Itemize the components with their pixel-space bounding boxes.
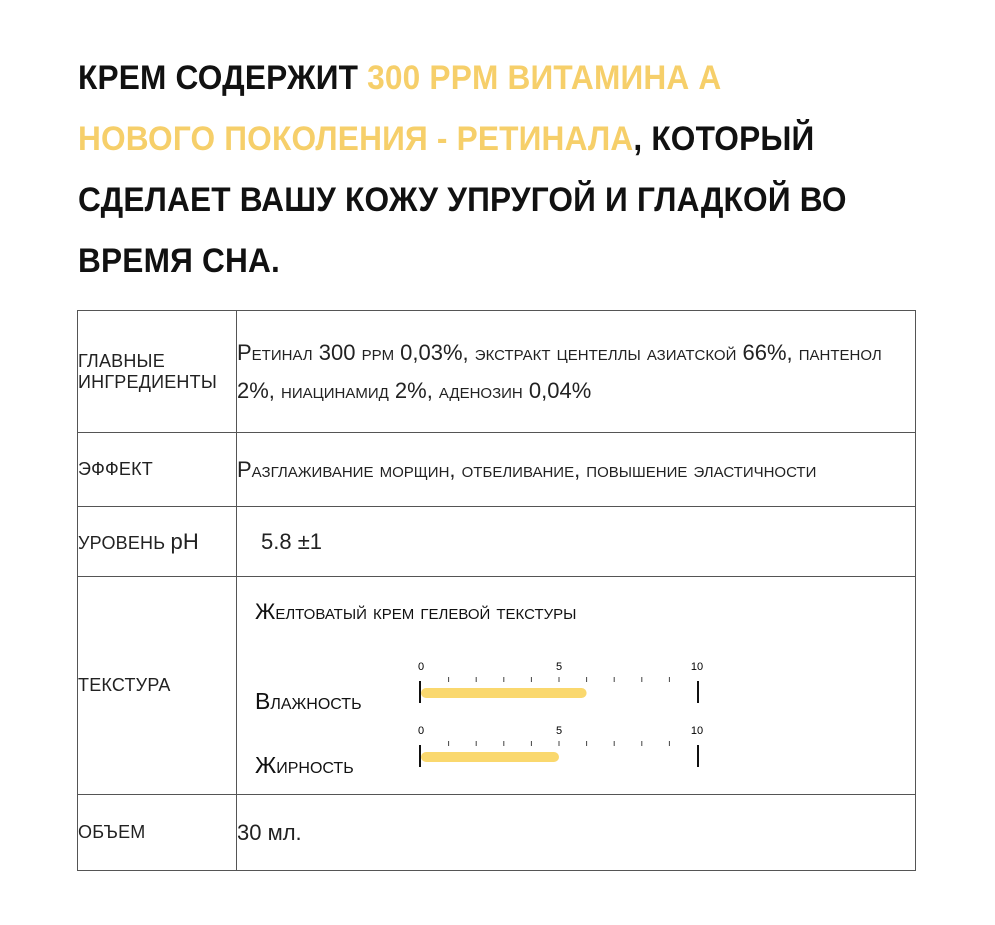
moisture-start-line xyxy=(419,681,421,703)
ph-label-unit: pH xyxy=(170,528,200,554)
ingredients-row xyxy=(78,311,916,433)
texture-row xyxy=(78,577,916,795)
moisture-end-line xyxy=(697,681,699,703)
moisture-meter xyxy=(255,659,715,719)
volume-value: 30 мл. xyxy=(237,795,916,871)
oiliness-tick-label-10: 10 xyxy=(690,725,704,737)
oiliness-ticks xyxy=(449,741,670,746)
ph-label xyxy=(78,507,237,577)
volume-row xyxy=(78,795,916,871)
oiliness-tick-label-0: 0 xyxy=(417,725,425,737)
moisture-tick-label-10: 10 xyxy=(690,661,704,673)
ph-label-word: УРОВЕНЬ xyxy=(78,532,171,553)
headline-part2: , КОТОРЫЙ СДЕЛАЕТ ВАШУ КОЖУ УПРУГОЙ И ГЛАДКОЙ ВО ВРЕМЯ СНА. xyxy=(78,120,847,280)
moisture-level-bar xyxy=(421,688,587,698)
headline-highlight: 300 PPM ВИТАМИНА А НОВОГО ПОКОЛЕНИЯ - РЕТИНАЛА xyxy=(78,59,722,158)
moisture-tick-label-0: 0 xyxy=(417,661,425,673)
texture-cell xyxy=(237,577,916,795)
ph-label-text xyxy=(78,528,200,554)
ph-row xyxy=(78,507,916,577)
texture-label: ТЕКСТУРА xyxy=(78,577,237,795)
effect-value: Разглаживание морщин, отбеливание, повышение эластичности xyxy=(237,433,916,507)
oiliness-end-line xyxy=(697,745,699,767)
oiliness-level-bar xyxy=(421,752,559,762)
effect-label: ЭФФЕКТ xyxy=(78,433,237,507)
moisture-tick-label-5: 5 xyxy=(555,661,563,673)
effect-row xyxy=(78,433,916,507)
oiliness-start-line xyxy=(419,745,421,767)
oiliness-tick-label-5: 5 xyxy=(555,725,563,737)
ingredients-value: Ретинал 300 ppm 0,03%, экстракт центеллы азиатской 66%, пантенол 2%, ниацинамид 2%, аденозин 0,04% xyxy=(237,311,916,433)
headline-part1: КРЕМ СОДЕРЖИТ xyxy=(78,59,368,97)
ingredients-label: ГЛАВНЫЕ ИНГРЕДИЕНТЫ xyxy=(78,311,237,433)
oiliness-meter xyxy=(255,723,715,783)
headline xyxy=(78,48,859,292)
oiliness-label: Жирность xyxy=(255,752,354,778)
ph-value: 5.8 ±1 xyxy=(237,507,916,577)
volume-label: ОБЪЕМ xyxy=(78,795,237,871)
moisture-scale xyxy=(413,659,713,719)
moisture-label: Влажность xyxy=(255,688,362,714)
texture-value: Желтоватый крем гелевой текстуры xyxy=(255,599,577,624)
spec-table xyxy=(77,310,916,871)
moisture-ticks xyxy=(449,677,670,682)
oiliness-scale xyxy=(413,723,713,783)
